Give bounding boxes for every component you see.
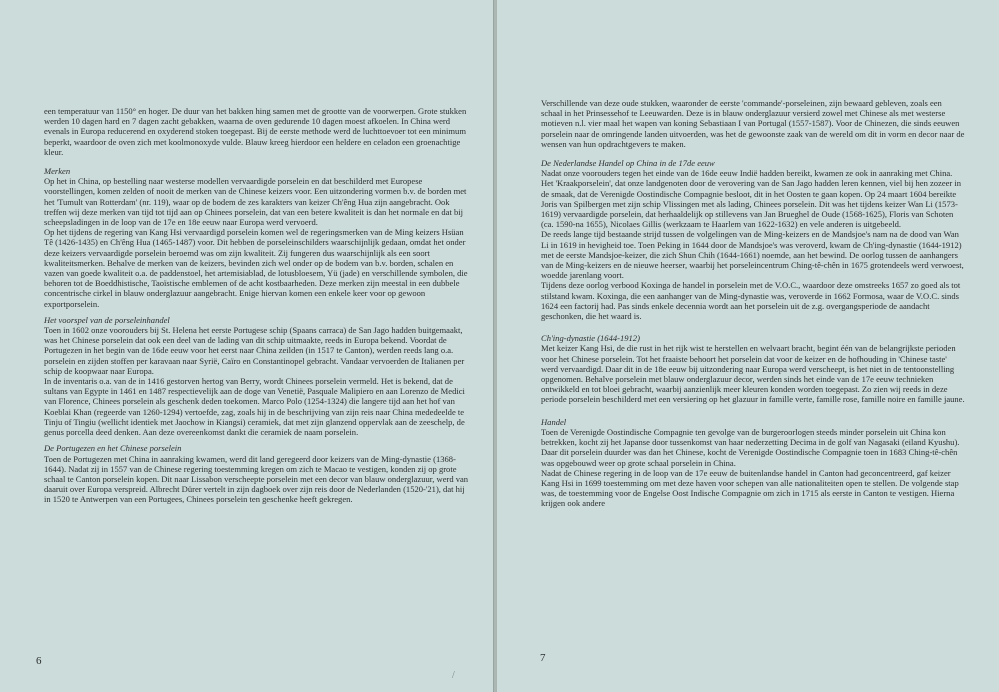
paragraph: Verschillende van deze oude stukken, waaronder de eerste 'commande'-porseleinen, zijn bewaard gebleven, zoals een schaal in het Prinsessehof te Leeuwarden. Deze is in blauw onderglazuur versierd zowel met Chinese als met westerse motieven n.l. vier maal het wapen van koning Sebastiaan I van Portugal (1557-1587). Voor de Chinezen, die sinds eeuwen porselein naar de omringende landen uitvoerden, was het de gewoonste zaak van de wereld om dit in vorm en decor naar de wensen van hun opdrachtgevers te maken.: [541, 98, 965, 149]
section-heading-handel: Handel: [541, 416, 567, 427]
paragraph: Toen in 1602 onze voorouders bij St. Helena het eerste Portugese schip (Spaans carraca) de San Jago hadden buitgemaakt, was het Chinese porselein dat ook een deel van de lading van dit schip uitmaakte, reeds in Europa bekend. Voordat de Portugezen in het begin van de 16de eeuw voor het eerst naar China zeilden (in 1517 te Canton), werden reeds lang o.a. porselein en zijden stoffen per karavaan naar Syrië, Caïro en Constantinopel gebracht. Vandaar vervoerden de Italianen per schip de koopwaar naar Europa.: [44, 325, 465, 376]
page-number-right: 7: [540, 652, 546, 664]
page-left: [0, 0, 494, 692]
paragraph: Toen de Portugezen met China in aanraking kwamen, werd dit land geregeerd door keizers van de Ming-dynastie (1368-1644). Nadat zij in 1557 van de Chinese regering toestemming kregen om zich te Macao te vestigen, konden zij op grote schaal te Canton porselein kopen. Dit naar Lissabon verscheepte porselein met een decor van blauw onderglazuur, werd van daaruit over Europa verspreid. Albrecht Dürer vertelt in zijn dagboek over zijn reis door de Nederlanden (1520-'21), dat hij in 1520 te Antwerpen van een Portugees, Chinees porselein ten geschenke heeft gekregen.: [44, 453, 469, 505]
section-heading-merken: Merken: [44, 166, 71, 177]
paragraph: Nadat de Chinese regering in de loop van de 17e eeuw de buitenlandse handel in Canton had geconcentreerd, gaf keizer Kang Hsi in 1699 toestemming om met deze haven voor schepen van alle nationaliteiten open te stellen. De volgende stap was, de toestemming voor de Engelse Oost Indische Compagnie om zich in 1715 als eerste in Canton te vestigen. Hierna krijgen ook andere: [541, 467, 959, 509]
page-right-body: [541, 98, 965, 509]
section-heading-nederlandse-handel: De Nederlandse Handel op China in de 17de eeuw: [541, 158, 715, 169]
section-heading-portugezen: De Portugezen en het Chinese porselein: [44, 443, 182, 454]
paragraph: De reeds lange tijd bestaande strijd tussen de volgelingen van de Ming-keizers en de Mandsjoe's nam na de dood van Wan Li in 1619 in hevigheid toe. Toen Peking in 1644 door de Mandsjoe's was veroverd, kwam de Ch'ing-dynastie (1644-1912) met de eerste Mandsjoe-keizer, die zich Shun Chih (1644-1661) noemde, aan het bewind. De oorlog tussen de aanhangers van de Ming-keizers en de nieuwe heerser, waarbij het porseleincentrum Ching-tê-chên in 1675 grotendeels werd verwoest, woedde jarenlang voort.: [541, 229, 964, 281]
paragraph: Tijdens deze oorlog verbood Koxinga de handel in porselein met de V.O.C., waardoor deze omstreeks 1657 zo goed als tot stilstand kwam. Koxinga, die een aanhanger van de Ming-dynastie was, veroverde in 1662 Formosa, waar de V.O.C. sinds 1624 een factorij had. Pas sinds enkele decennia wordt aan het porselein uit de z.g. overgangsperiode de aandacht geschonken, die het waard is.: [541, 280, 961, 322]
page-number-left: 6: [36, 655, 42, 667]
page-right: [496, 0, 999, 692]
paragraph: Met keizer Kang Hsi, de die rust in het rijk wist te herstellen en welvaart bracht, begint één van de belangrijkste perioden voor het Chinese porselein. Tot het fraaiste behoort het porselein dat voor de keizer en de hofhouding in 'Chinese taste' werd vervaardigd. Daar dit in de 18e eeuw bij uitzondering naar Europa werd verscheept, is het niet in de tentoonstelling opgenomen. Behalve porselein met blauw onderglazuur decor, werden sinds het einde van de 17e eeuw technieken ontwikkeld en tot bloei gebracht, waarbij aanzienlijk meer kleuren konden worden toegepast. Zo zien wij reeds in deze periode porselein beschilderd met een versiering op het glazuur in famille verte, famille rose, famille noire en famille jaune.: [541, 343, 965, 405]
paragraph: In de inventaris o.a. van de in 1416 gestorven hertog van Berry, wordt Chinees porselein vermeld. Het is bekend, dat de sultans van Egypte in 1461 en 1487 respectievelijk aan de doge van Venetië, Pasquale Malipiero en aan Lorenzo de Medici van Florence, Chinees porselein als geschenk deden toekomen. Marco Polo (1254-1324) die langere tijd aan het hof van Koeblai Khan (regeerde van 1260-1294) vertoefde, zag, zoals hij in de beschrijving van zijn reis naar China mededeelde te Tinju of Tingiu (wellicht identiek met Jaochow in Kiangsi) ceramiek, dat met zijn glanzend oppervlak aan de zeeschelp, de genus porcella deed denken. Aan deze overeenkomst dankt die ceramiek de naam porselein.: [44, 376, 465, 438]
page-left-body: [44, 106, 469, 505]
paragraph: Toen de Verenigde Oostindische Compagnie ten gevolge van de burgeroorlogen steeds minder porselein uit China kon betrekken, kocht zij het Japanse door tussenkomst van haar nederzetting Decima in de golf van Nagasaki (eiland Kyushu). Daar dit porselein duurder was dan het Chinese, kocht de Verenigde Oostindische Compagnie toen in 1683 Ching-tê-chên was opgebouwd weer op grote schaal porselein in China.: [541, 426, 960, 468]
paragraph: Op het tijdens de regering van Kang Hsi vervaardigd porselein komen wel de regeringsmerken van de Ming keizers Hsüan Tê (1426-1435) en Ch'êng Hua (1465-1487) voor. Dit hebben de porseleinschilders waarschijnlijk gedaan, omdat het onder deze keizers vervaardigde porselein beroemd was om zijn kwaliteit. Zij fungeren dus waarschijnlijk als een soort kwaliteitsmerken. Behalve de merken van de keizers, bevinden zich wel onder op de bodem van b.v. borden, schalen en vazen van goede kwaliteit o.a. de paddenstoel, het artemisiablad, de lotusbloesem, Yü (jade) en verschillende symbolen, die behoren tot de Boeddhistische, Taoïstische emblemen of de acht kostbaarheden. Deze merken zijn meestal in een dubbele concentrische cirkel in blauw onderglazuur aangebracht. Enige hiervan komen een enkele keer voor op gewoon exportporselein.: [44, 227, 468, 309]
paragraph: Op het in China, op bestelling naar westerse modellen vervaardigde porselein en dat beschilderd met Europese voorstellingen, komen zelden of nooit de merken van de Chinese keizers voor. Een uitzondering vormen b.v. de borden met het 'Tumult van Rotterdam' (nr. 119), waar op de bodem de zes karakters van keizer Ch'êng Hua zijn aangebracht. Ook treffen wij deze merken van tijd tot tijd aan op Chinees porselein, dat van een betere kwaliteit is dan het normale en dat bij scheepsladingen in de loop van de 17e en 18e eeuw naar Europa werd vervoerd.: [44, 176, 467, 228]
paragraph: Nadat onze voorouders tegen het einde van de 16de eeuw Indië hadden bereikt, kwamen ze ook in aanraking met China. Het 'Kraakporselein', dat onze landgenoten door de verovering van de San Jago hadden leren kennen, viel bij hen zozeer in de smaak, dat de Verenigde Oostindische Compagnie besloot, dit in het Oosten te gaan kopen. Op 24 maart 1604 bereikte Joris van Spilbergen met zijn schip Vlissingen met als lading, Chinees porselein. Dit was het tijdens keizer Wan Li (1573-1619) vervaardigde porselein, dat herhaaldelijk op stillevens van Jan Brueghel de Oude (1568-1625), Floris van Schoten (ca. 1590-na 1655), Nicolaes Gillis (werkzaam te Haarlem van 1622-1632) en vele anderen is uitgebeeld.: [541, 168, 962, 230]
section-heading-voorspel: Het voorspel van de porseleinhandel: [44, 314, 170, 325]
pencil-mark: /: [452, 670, 455, 681]
section-heading-ching-dynastie: Ch'ing-dynastie (1644-1912): [541, 333, 640, 344]
paragraph: een temperatuur van 1150° en hoger. De duur van het bakken hing samen met de grootte van de voorwerpen. Grote stukken werden 10 dagen hard en 7 dagen zacht gebakken, waarna de oven gedurende 10 dagen moest afkoelen. In China werd evenals in Europa reducerend en oxyderend stoken toegepast. Bij de eerste methode werd de luchttoevoer tot een minimum beperkt, waardoor de oven zich met koolmonoxyde vulde. Blauw kreeg hierdoor een heldere en celadon een groenachtige kleur.: [44, 106, 467, 157]
